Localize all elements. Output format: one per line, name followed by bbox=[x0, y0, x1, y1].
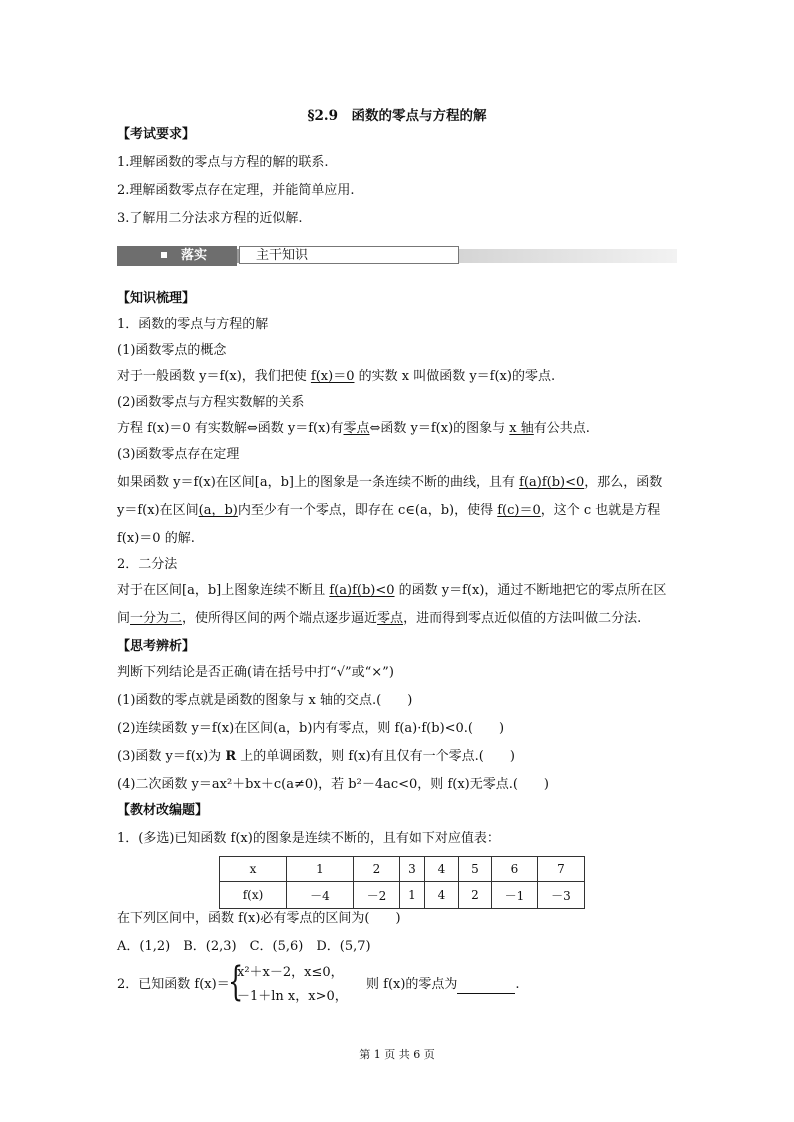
think-item: (3)函数 y＝f(x)为 R 上的单调函数，则 f(x)有且仅有一个零点.( ) bbox=[117, 749, 515, 764]
paragraph-line: 对于一般函数 y＝f(x)，我们把使 f(x)＝0 的实数 x 叫做函数 y＝f(x)的零点. bbox=[117, 369, 556, 384]
table-cell: 6 bbox=[492, 857, 538, 882]
paragraph-line: 对于在区间[a，b]上图象连续不断且 f(a)f(b)<0 的函数 y＝f(x)，通过不断地把它的零点所在区 bbox=[117, 583, 667, 598]
table-cell: x bbox=[220, 857, 287, 882]
banner-left bbox=[117, 246, 237, 266]
table-cell: －3 bbox=[538, 882, 585, 909]
table-row bbox=[220, 857, 585, 882]
table-cell: 2 bbox=[459, 882, 492, 909]
subsection-heading: (1)函数零点的概念 bbox=[117, 343, 227, 358]
table-cell: 3 bbox=[400, 857, 425, 882]
underlined-answer: x 轴 bbox=[509, 421, 534, 436]
question-1-options: A．(1,2) B．(2,3) C．(5,6) D．(5,7) bbox=[117, 939, 371, 954]
subsection-heading: 2．二分法 bbox=[117, 557, 178, 572]
question-2-tail: 则 f(x)的零点为 . bbox=[366, 977, 520, 992]
exam-item: 3.了解用二分法求方程的近似解. bbox=[117, 211, 303, 226]
think-item: (4)二次函数 y＝ax²＋bx＋c(a≠0)，若 b²－4ac<0，则 f(x)无零点.( ) bbox=[117, 777, 550, 792]
underlined-answer: f(c)＝0 bbox=[497, 503, 541, 518]
underlined-answer: 零点 bbox=[377, 611, 404, 626]
paragraph-line: y＝f(x)在区间(a，b)内至少有一个零点，即存在 c∈(a，b)，使得 f(c)＝0，这个 c 也就是方程 bbox=[117, 503, 661, 518]
think-heading: 【思考辨析】 bbox=[117, 639, 196, 654]
paragraph-line: 如果函数 y＝f(x)在区间[a，b]上的图象是一条连续不断的曲线，且有 f(a)f(b)<0，那么，函数 bbox=[117, 475, 663, 490]
table-cell: －1 bbox=[492, 882, 538, 909]
table-cell: 7 bbox=[538, 857, 585, 882]
square-icon bbox=[161, 252, 167, 258]
paragraph-line: f(x)＝0 的解. bbox=[117, 531, 195, 546]
table-cell: 5 bbox=[459, 857, 492, 882]
exam-item: 1.理解函数的零点与方程的解的联系. bbox=[117, 155, 329, 170]
paragraph-line: 间一分为二，使所得区间的两个端点逐步逼近零点，进而得到零点近似值的方法叫做二分法. bbox=[117, 611, 642, 626]
table-cell: f(x) bbox=[220, 882, 287, 909]
piecewise-case-2: －1＋ln x，x>0， bbox=[237, 989, 348, 1004]
underlined-answer: f(x)＝0 bbox=[310, 369, 355, 384]
value-table bbox=[219, 856, 585, 909]
table-cell: 1 bbox=[400, 882, 425, 909]
subsection-heading: 1．函数的零点与方程的解 bbox=[117, 317, 269, 332]
think-intro: 判断下列结论是否正确(请在括号中打“√”或“×”) bbox=[117, 665, 394, 680]
table-cell: 2 bbox=[354, 857, 400, 882]
subsection-heading: (2)函数零点与方程实数解的关系 bbox=[117, 395, 305, 410]
table-cell: －2 bbox=[354, 882, 400, 909]
exam-item: 2.理解函数零点存在定理，并能简单应用. bbox=[117, 183, 355, 198]
textbook-heading: 【教材改编题】 bbox=[117, 803, 209, 818]
question-1-prompt: 在下列区间中，函数 f(x)必有零点的区间为( ) bbox=[117, 911, 401, 926]
table-cell: －4 bbox=[287, 882, 354, 909]
subsection-heading: (3)函数零点存在定理 bbox=[117, 447, 240, 462]
exam-heading: 【考试要求】 bbox=[117, 127, 196, 142]
table-row bbox=[220, 882, 585, 909]
question-2-lead: 2．已知函数 f(x)＝ bbox=[117, 977, 230, 992]
underlined-answer: 一分为二 bbox=[130, 611, 183, 626]
underlined-answer: f(a)f(b)<0 bbox=[519, 475, 585, 490]
piecewise-case-1: x²＋x－2，x≤0， bbox=[237, 965, 344, 980]
underlined-answer: f(a)f(b)<0 bbox=[329, 583, 395, 598]
think-item: (2)连续函数 y＝f(x)在区间(a，b)内有零点，则 f(a)·f(b)<0.( ) bbox=[117, 721, 505, 736]
underlined-answer: (a，b) bbox=[198, 503, 238, 518]
banner-left-label: 落实 bbox=[181, 248, 208, 263]
table-cell: 4 bbox=[425, 882, 459, 909]
page-footer: 第 1 页 共 6 页 bbox=[359, 1048, 435, 1061]
brace-icon: { bbox=[228, 959, 244, 1005]
table-cell: 1 bbox=[287, 857, 354, 882]
section-title: §2.9 函数的零点与方程的解 bbox=[307, 108, 487, 124]
banner-right: 主干知识 bbox=[239, 246, 459, 264]
question-1: 1．(多选)已知函数 f(x)的图象是连续不断的，且有如下对应值表： bbox=[117, 831, 500, 846]
think-item: (1)函数的零点就是函数的图象与 x 轴的交点.( ) bbox=[117, 693, 413, 708]
section-banner bbox=[117, 246, 677, 266]
underlined-answer: 零点 bbox=[343, 421, 370, 436]
knowledge-heading: 【知识梳理】 bbox=[117, 291, 196, 306]
answer-blank bbox=[457, 980, 515, 994]
table-cell: 4 bbox=[425, 857, 459, 882]
paragraph-line: 方程 f(x)＝0 有实数解⇔函数 y＝f(x)有零点⇔函数 y＝f(x)的图象与 x 轴有公共点. bbox=[117, 421, 590, 436]
